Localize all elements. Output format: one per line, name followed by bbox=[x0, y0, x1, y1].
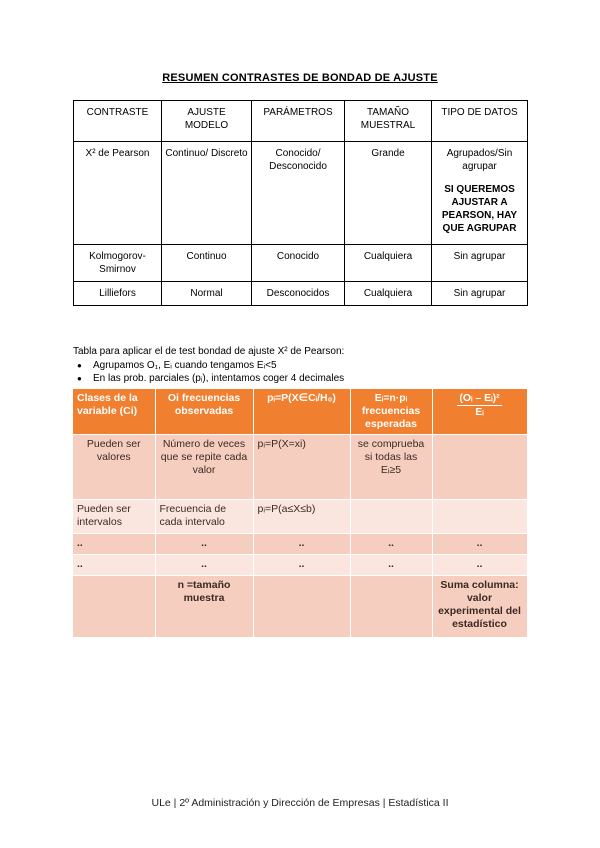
cell: Conocido/ Desconocido bbox=[252, 142, 345, 245]
cell: Pueden ser intervalos bbox=[73, 500, 155, 534]
cell: .. bbox=[155, 534, 253, 555]
cell bbox=[432, 435, 527, 500]
summary-table bbox=[73, 100, 528, 306]
cell: Frecuencia de cada intervalo bbox=[155, 500, 253, 534]
cell: .. bbox=[350, 534, 432, 555]
pearson-note: SI QUEREMOS AJUSTAR A PEARSON, HAY QUE AGRUPAR bbox=[441, 184, 518, 234]
table-row bbox=[73, 534, 527, 555]
table-row bbox=[73, 555, 527, 576]
intro-text: Tabla para aplicar el de test bondad de ajuste X² de Pearson: bbox=[73, 346, 345, 357]
list-item: ● En las prob. parciales (pᵢ), intentamos coger 4 decimales bbox=[93, 372, 344, 385]
cell: .. bbox=[432, 534, 527, 555]
cell bbox=[253, 576, 350, 638]
cell bbox=[73, 576, 155, 638]
cell: Grande bbox=[345, 142, 432, 245]
cell: .. bbox=[155, 555, 253, 576]
cell: Pueden ser valores bbox=[73, 435, 155, 500]
cell: Normal bbox=[162, 282, 252, 306]
list-item: ● Agrupamos O₁, Eᵢ cuando tengamos Eᵢ<5 bbox=[93, 359, 344, 372]
header-contraste: CONTRASTE bbox=[74, 101, 162, 142]
cell-tipo-datos bbox=[432, 142, 528, 245]
table-row bbox=[73, 500, 527, 534]
cell: Conocido bbox=[252, 245, 345, 282]
table-row bbox=[74, 142, 528, 245]
table-row bbox=[73, 435, 527, 500]
cell: n =tamaño muestra bbox=[155, 576, 253, 638]
cell: Desconocidos bbox=[252, 282, 345, 306]
header-ajuste-modelo: AJUSTE MODELO bbox=[162, 101, 252, 142]
fraction-denominator: Eᵢ bbox=[475, 406, 484, 418]
header-tipo-datos: TIPO DE DATOS bbox=[432, 101, 528, 142]
table-row bbox=[74, 245, 528, 282]
page-title: RESUMEN CONTRASTES DE BONDAD DE AJUSTE bbox=[162, 72, 438, 84]
table-row bbox=[73, 576, 527, 638]
header-tamano-muestral: TAMAÑO MUESTRAL bbox=[345, 101, 432, 142]
pearson-header-row bbox=[73, 389, 527, 435]
fraction-numerator: (Oᵢ – Eᵢ)² bbox=[459, 392, 500, 404]
cell: Sin agrupar bbox=[432, 245, 528, 282]
cell: Lilliefors bbox=[74, 282, 162, 306]
cell: pᵢ=P(X=xi) bbox=[253, 435, 350, 500]
bullet-list bbox=[73, 359, 344, 385]
cell: .. bbox=[253, 555, 350, 576]
cell: Sin agrupar bbox=[432, 282, 528, 306]
header-estadistico bbox=[432, 389, 527, 435]
page-footer: ULe | 2º Administración y Dirección de Empresas | Estadística II bbox=[151, 797, 449, 809]
cell: Continuo/ Discreto bbox=[162, 142, 252, 245]
cell: Kolmogorov-Smirnov bbox=[74, 245, 162, 282]
cell: X² de Pearson bbox=[74, 142, 162, 245]
cell-text: Agrupados/Sin agrupar bbox=[446, 148, 513, 172]
cell: .. bbox=[73, 555, 155, 576]
cell: .. bbox=[253, 534, 350, 555]
header-observadas: Oi frecuencias observadas bbox=[155, 389, 253, 435]
header-clases: Clases de la variable (Ci) bbox=[73, 389, 155, 435]
chi-fraction bbox=[457, 392, 501, 419]
cell: .. bbox=[350, 555, 432, 576]
cell: .. bbox=[432, 555, 527, 576]
cell bbox=[432, 500, 527, 534]
cell bbox=[350, 576, 432, 638]
cell: Suma columna: valor experimental del estadístico bbox=[432, 576, 527, 638]
pearson-table bbox=[73, 389, 528, 637]
cell: Cualquiera bbox=[345, 282, 432, 306]
cell bbox=[350, 500, 432, 534]
summary-header-row bbox=[74, 101, 528, 142]
table-row bbox=[74, 282, 528, 306]
cell: Número de veces que se repite cada valor bbox=[155, 435, 253, 500]
header-probabilidad: pᵢ=P(X∈Cᵢ/H₀) bbox=[253, 389, 350, 435]
cell: pᵢ=P(a≤X≤b) bbox=[253, 500, 350, 534]
cell: .. bbox=[73, 534, 155, 555]
header-parametros: PARÁMETROS bbox=[252, 101, 345, 142]
cell: se comprueba si todas las Eᵢ≥5 bbox=[350, 435, 432, 500]
cell: Continuo bbox=[162, 245, 252, 282]
cell: Cualquiera bbox=[345, 245, 432, 282]
header-esperadas: Eᵢ=n·pᵢ frecuencias esperadas bbox=[350, 389, 432, 435]
